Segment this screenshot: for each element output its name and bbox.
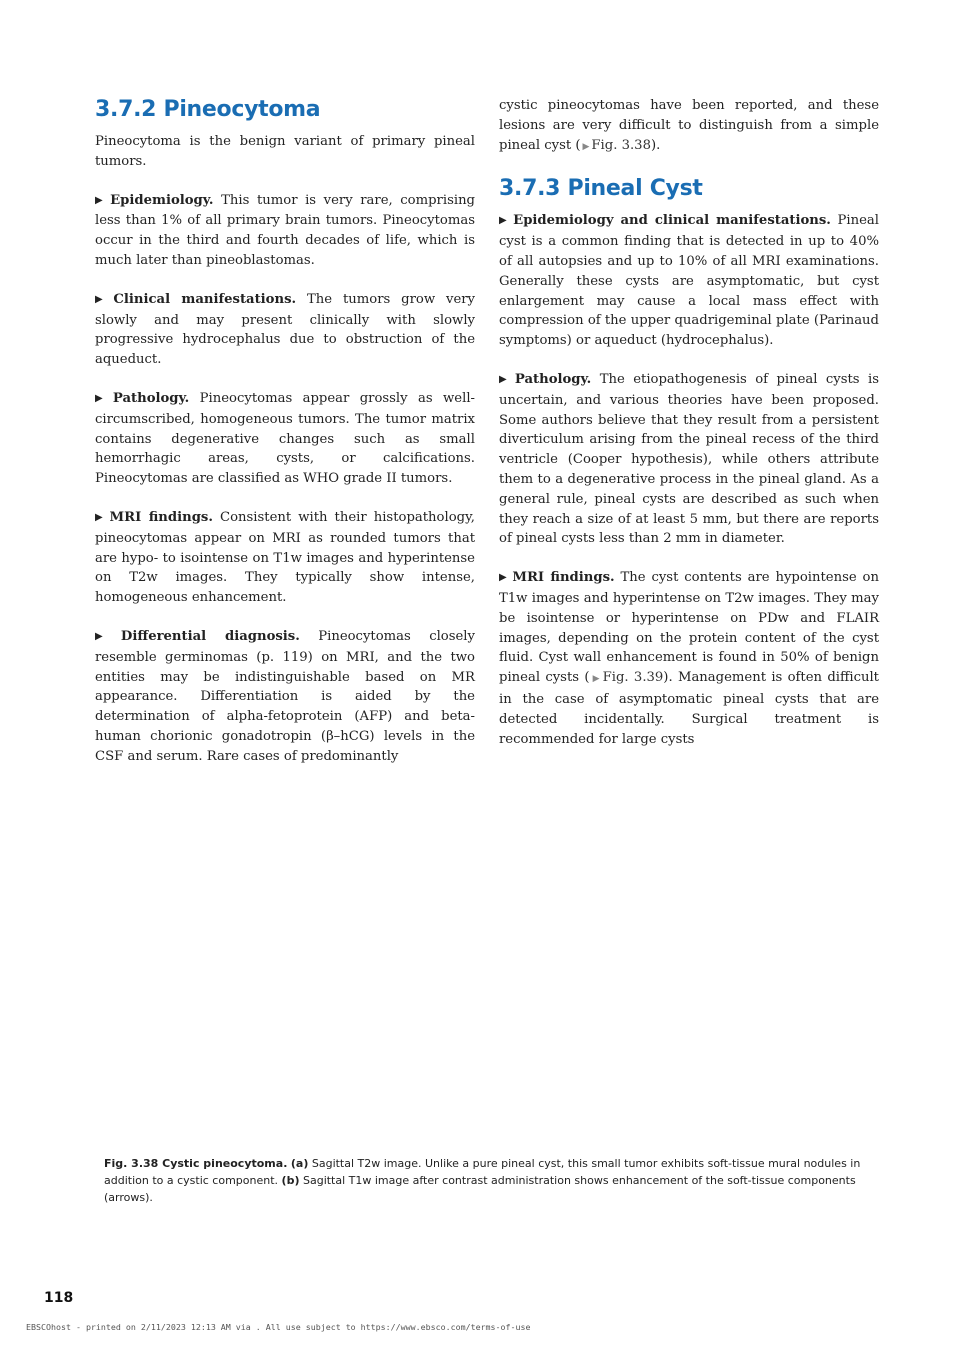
paragraph-lead: Clinical manifestations. [113, 291, 297, 307]
caption-part-b-text: Sagittal T1w image after contrast administration shows enhancement of the soft-tissue components (arrows). [104, 1174, 856, 1204]
triangle-bullet-icon: ▶ [499, 373, 511, 385]
paragraph-lead: Differential diagnosis. [120, 628, 300, 644]
paragraph-lead: MRI findings. [109, 509, 213, 525]
figure-reference[interactable] [580, 138, 650, 153]
triangle-bullet-icon: ▶ [95, 511, 106, 523]
right-column [499, 96, 879, 749]
paragraph-pathology [95, 389, 475, 489]
triangle-bullet-icon: ▶ [95, 392, 109, 404]
paragraph-epidemiology-clinical [499, 211, 879, 351]
triangle-bullet-icon: ▶ [95, 293, 110, 305]
paragraph-clinical [95, 290, 475, 370]
triangle-ref-icon: ▶ [582, 141, 590, 152]
triangle-ref-icon: ▶ [591, 674, 601, 685]
triangle-bullet-icon: ▶ [499, 215, 510, 227]
continuation-end: ). [650, 137, 661, 153]
caption-part-a-label: (a) [290, 1157, 309, 1170]
intro-paragraph: Pineocytoma is the benign variant of primary pineal tumors. [95, 134, 475, 169]
triangle-bullet-icon: ▶ [95, 194, 107, 206]
caption-label: Fig. 3.38 Cystic pineocytoma. [104, 1157, 288, 1170]
continuation-text: cystic pineocytomas have been reported, and these lesions are very difficult to distinguish from a simple pineal cyst ( [499, 98, 879, 153]
paragraph-text: Consistent with their histopathology, pineocytomas appear on MRI as rounded tumors that are hypo- to isointense on T1w images and hyperintense on T2w images. They typically show intense, homogeneous enhancement. [95, 509, 475, 606]
paragraph-cyst-pathology [499, 370, 879, 549]
caption-part-a-text: Sagittal T2w image. Unlike a pure pineal cyst, this small tumor exhibits soft-tissue mural nodules in addition to a cystic component. [104, 1157, 861, 1187]
left-column [95, 96, 475, 767]
paragraph-text: The cyst contents are hypointense on T1w images and hyperintense on T2w images. They may be isointense or hyperintense on PDw and FLAIR images, depending on the protein content of the cyst fluid. Cyst wall enhancement is found in 50% of benign pineal cysts ( [499, 570, 879, 686]
paragraph-lead: Pathology. [514, 371, 592, 387]
paragraph-lead: MRI findings. [512, 570, 615, 586]
paragraph-lead: Pathology. [112, 390, 190, 406]
paragraph-lead: Epidemiology. [110, 192, 214, 208]
paragraph-text: This tumor is very rare, comprising less than 1% of all primary brain tumors. Pineocytomas occur in the third and fourth decades of life, which is much later than pineoblastomas. [95, 192, 476, 268]
paragraph-text: The etiopathogenesis of pineal cysts is uncertain, and various theories have been proposed. Some authors believe that they result from a persistent diverticulum arising from the pineal recess of the third ventricle (Cooper hypothesis), while others attribute them to a degenerative process in the pineal gland. As a general rule, pineal cysts are described as such when they reach a size of at least 5 mm, but there are reports of pineal cysts less than 2 mm in diameter. [499, 371, 879, 547]
continuation-paragraph [499, 96, 879, 157]
figure-reference-label: Fig. 3.39 [602, 670, 664, 686]
footer-notice: EBSCOhost - printed on 2/11/2023 12:13 AM via . All use subject to https://www.ebsco.com/terms-of-use [26, 1322, 531, 1332]
paragraph-text-end: ). Management is often difficult in the case of asymptomatic pineal cysts that are detected incidentally. Surgical treatment is recommended for large cysts [499, 670, 879, 747]
page-number: 118 [44, 1290, 74, 1306]
section-heading-pineocytoma: 3.7.2 Pineocytoma [95, 97, 321, 122]
paragraph-text: Pineocytomas closely resemble germinomas (p. 119) on MRI, and the two entities may be indistinguishable based on MR appearance. Differentiation is aided by the determination of alpha-fetoprotein (AFP) and beta-human chorionic gonadotropin (β–hCG) levels in the CSF and serum. Rare cases of predominantly [95, 628, 475, 764]
paragraph-text: Pineocytomas appear grossly as well-circumscribed, homogeneous tumors. The tumor matrix contains degenerative changes such as small hemorrhagic areas, cysts, or calcifications. Pineocytomas are classified as WHO grade II tumors. [95, 390, 475, 487]
paragraph-text: The tumors grow very slowly and may present clinically with slowly progressive hydrocephalus due to obstruction of the aqueduct. [95, 291, 475, 368]
figure-reference-label: Fig. 3.38 [591, 137, 651, 153]
paragraph-cyst-mri [499, 568, 879, 749]
triangle-bullet-icon: ▶ [499, 572, 509, 584]
figure-reference[interactable] [589, 670, 663, 685]
paragraph-lead: Epidemiology and clinical manifestations. [513, 213, 831, 229]
caption-part-b-label: (b) [281, 1174, 300, 1187]
triangle-bullet-icon: ▶ [95, 630, 117, 642]
paragraph-text: Pineal cyst is a common finding that is detected in up to 40% of all autopsies and up to 10% of all MRI examinations. Generally these cysts are asymptomatic, but cyst enlargement may cause a local mass effect with compression of the upper quadrigeminal plate (Parinaud symptoms) or aqueduct (hydrocephalus). [499, 213, 879, 349]
paragraph-mri [95, 508, 475, 608]
section-heading-pineal-cyst: 3.7.3 Pineal Cyst [499, 176, 703, 202]
paragraph-epidemiology [95, 191, 475, 271]
paragraph-differential [95, 627, 475, 767]
figure-caption [104, 1155, 874, 1206]
